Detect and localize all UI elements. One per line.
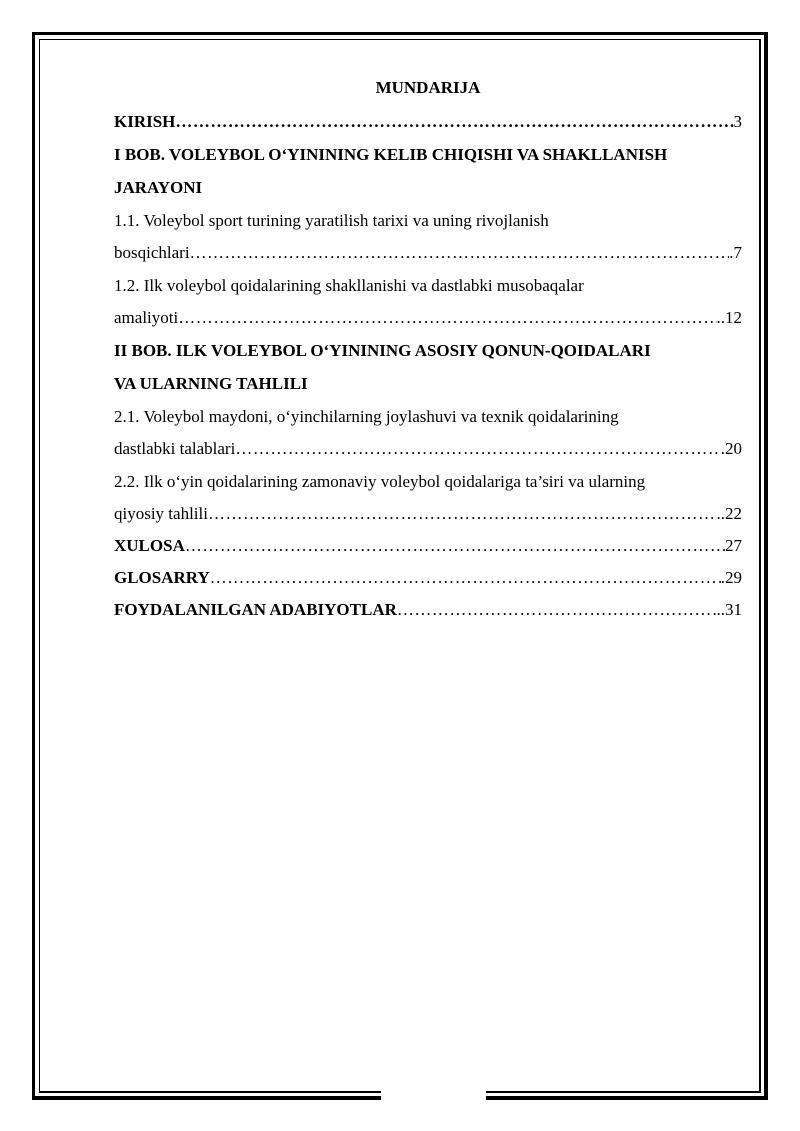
leader-dots	[208, 498, 717, 530]
table-of-contents	[114, 72, 742, 626]
toc-page-number: 3	[733, 112, 742, 131]
toc-entry-kirish[interactable]	[114, 106, 742, 138]
chapter-2-heading-line-2[interactable]: VA ULARNING TAHLILI	[114, 374, 308, 393]
chapter-1-heading-line-2[interactable]: JARAYONI	[114, 178, 203, 197]
toc-title: MUNDARIJA	[375, 78, 481, 97]
chapter-2-heading-line-1[interactable]: II BOB. ILK VOLEYBOL O‘YININING ASOSIY QONUN-QOIDALARI	[114, 341, 651, 360]
leader-dots	[397, 594, 717, 626]
toc-entry-label: amaliyoti	[114, 308, 179, 327]
toc-entry-xulosa[interactable]	[114, 530, 742, 562]
toc-entry-1-1[interactable]	[114, 237, 742, 269]
toc-entry-label: FOYDALANILGAN ADABIYOTLAR	[114, 600, 397, 619]
bottom-border-left-inner	[39, 1091, 381, 1093]
leader-dots	[175, 106, 733, 138]
toc-entry-2-2[interactable]	[114, 498, 742, 530]
leader-dots	[235, 433, 720, 465]
toc-entry-label: dastlabki talablari	[114, 439, 236, 458]
toc-page-number: ..12	[716, 308, 742, 327]
toc-entry-label: bosqichlari	[114, 243, 190, 262]
section-2-2-title[interactable]: 2.2. Ilk o‘yin qoidalarining zamonaviy voleybol qoidalariga ta’siri va ularning	[114, 472, 646, 491]
chapter-1-heading-line-1[interactable]: I BOB. VOLEYBOL O‘YININING KELIB CHIQISHI VA SHAKLLANISH	[114, 145, 668, 164]
section-2-1-title[interactable]: 2.1. Voleybol maydoni, o‘yinchilarning joylashuvi va texnik qoidalarining	[114, 407, 619, 426]
toc-entry-label: KIRISH	[114, 112, 176, 131]
bottom-border-right-inner	[486, 1091, 761, 1093]
toc-entry-references[interactable]	[114, 594, 742, 626]
leader-dots	[190, 237, 730, 269]
toc-page-number: .20	[720, 439, 742, 458]
toc-entry-1-2[interactable]	[114, 302, 742, 334]
toc-page-number: .29	[720, 568, 742, 587]
toc-entry-label: GLOSARRY	[114, 568, 210, 587]
toc-page-number: .7	[729, 243, 742, 262]
bottom-border-right	[486, 1096, 768, 1100]
toc-entry-2-1[interactable]	[114, 433, 742, 465]
leader-dots	[185, 530, 725, 562]
toc-entry-label: qiyosiy tahlili	[114, 504, 208, 523]
leader-dots	[210, 562, 721, 594]
toc-page-number: ..31	[716, 600, 742, 619]
toc-page-number: 27	[725, 536, 742, 555]
section-1-2-title[interactable]: 1.2. Ilk voleybol qoidalarining shakllanishi va dastlabki musobaqalar	[114, 276, 584, 295]
toc-entry-glossary[interactable]	[114, 562, 742, 594]
section-1-1-title[interactable]: 1.1. Voleybol sport turining yaratilish tarixi va uning rivojlanish	[114, 211, 549, 230]
toc-page-number: ..22	[716, 504, 742, 523]
toc-entry-label: XULOSA	[114, 536, 185, 555]
bottom-border-left	[32, 1096, 381, 1100]
leader-dots	[178, 302, 716, 334]
